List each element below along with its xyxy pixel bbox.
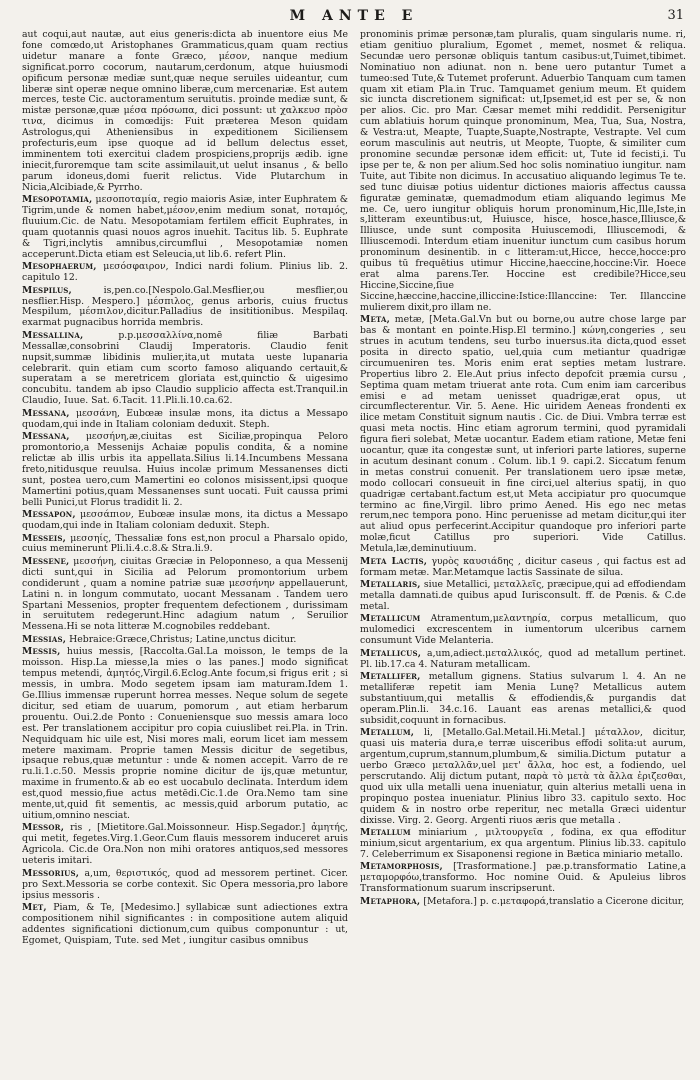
entry-text: aut coqui,aut nautæ, aut eius generis:dicta ab inuentore eius Me fone comœdo,ut Aristophanes Grammaticus,quam quam rectius uidetur manare a fonte Græco, μέσον, nanque medium significat.porro cocorum, nautarum,cerdonum, atque huiusmodi opificum personæ mediæ sunt,quæ neque seruiles uideantur, cum liberæ sint operæ neque omnino liberæ,cum mercenariæ. Est autem merces, teste Cic. auctoramentum seruitutis. proinde mediæ sunt, & mistæ personæ,quæ μέσα πρόσωπα, dici possunt: ut χαλκευσ πρὸσ τινα, dicimus in comœdijs: Fuit præterea Meson quidam Astrologus,qui Atheniensibus in expeditionem Siciliensem profecturis,eum ipse quoque ad id bellum delectus esset, imminentem toti exercitui cladem prospiciens,proprijs ædib. igne iniecit,furoremque tam scite assimilauit,ut uelut insanus , & bello parum idoneus,domi fuerit relictus. Vide Plutarchum in Nicia,Alcibiade,& Pyrrho. — [22, 30, 348, 193]
entry-headword: Messor, — [22, 822, 65, 834]
entry-text: a,um,adiect.μεταλλικός, quod ad metallum pertinet. Pl. lib.17.ca 4. Naturam metallicam. — [360, 647, 686, 670]
dictionary-entry — [22, 869, 348, 902]
entry-headword: Messorius, — [22, 867, 80, 879]
entry-headword: Messapon, — [22, 509, 76, 521]
entry-text: [Trasformatione.] pæ.p.transformatio Latine,a μεταμορφόω,transformo. Hoc nomine Ouid. & Apuleius libros Transformationum suarum inscripserunt. — [360, 861, 686, 895]
entry-text: pronominis primæ personæ,tam pluralis, quam singularis nume. ri, etiam genitiuo pluralium, Egomet , memet, nosmet & reliqua. Secundæ uero personæ obliquis tantum casibus:ut,Tuimet,tibimet. Nominatiuo non adiunat. non n. bene uero putantur Tumet a tumeo:sed Tute,& Tutemet proferunt. Aduerbio Tanquam cum tamen quam xit etiam Pla.in Truc. Tamquamet genium meum. Et quidem sic iuncta discretionem significat: ut,Ipsemet,id est per se, & non per alios. Cic. pro Mar. Cæsar memet mihi reddidit. Persenigitur cum ablatiuis horum quinque pronominum, Mea, Tua, Sua, Nostra, & Vestra:ut, Meapte, Tuapte,Suapte,Nostrapte, Vestrapte. Vel cum eorum masculinis aut neutris, ut Meopte, Tuopte, & similiter cum pronomine secundæ personæ idem efficit: ut, Tute id fecisti,i. Tu ipse per te, & non per alium.Sed hoc solis nominatiuo iungitur. nam Tuite, aut Tibite non dicimus. In accusatiuo aliquando legimus Te te. sed tunc diuisæ potius uidentur dictiones maioris affectus caussa figuratæ geminatæ, quemadmodum etiam aliquando legimus Me me. Ce, uero iungitur obliquis horum pronominum,Hic,Ille,Iste,in s,litteram exeuntibus:ut, Huiusce, hisce, hosce,hasce,Illiusce,& Illiusce, unde sunt composita Huiuscemodi, Illiuscemodi, & Illiuscemodi. Interdum etiam inuenitur iunctum cum casibus horum pronominum desinentib. in c litteram:ut,Hicce, hecce,hocce:pro quibus tū frequētius utimur Hiccine,haeccine,hoccine:Vir. Hoece erat alma parens.Ter. Hoccine est credibile?Hicce,seu Hiccine,Siccine,ſiue Siccine,hæccine,haccine,illiccine:Istice:Illanccine: Ter. Illanccine mulierem dixit,pro illam ne. — [360, 30, 686, 313]
left-column — [22, 30, 348, 1070]
entry-headword: Metallaris, — [360, 579, 421, 591]
entry-text: μεσσήνη,æ,ciuitas est Siciliæ,propinqua Peloro promontorio,a Messenijs Achaiæ populis condita, & a nomine relictæ ab illis urbis ita appellata.Silius li.14.Incumbens Messana freto,nitidusque reuulsa. Huius incolæ primum Messanenses dicti sunt, postea uero,cum Mamertini eo colonos misissent,ipsi quoque Mamertini potius,quam Messanenses sunt uocati. Fuit caussa primi belli Punici,ut Florus tradidit li. 2. — [22, 431, 348, 508]
entry-headword: Meta Lactis, — [360, 555, 428, 567]
entry-text: μεσσηίς, Thessaliæ fons est,non procul a Pharsalo opido, cuius meminerunt Pli.li.4.c.8.& Stra.li.9. — [22, 532, 348, 555]
dictionary-entry — [360, 315, 686, 555]
entry-text: μεσσάνη, Eubœæ insulæ mons, ita dictus a Messapo quodam,qui inde in Italiam coloniam deduxit. Steph. — [22, 407, 348, 430]
dictionary-entry — [360, 649, 686, 671]
entry-headword: Metallifer, — [360, 671, 421, 683]
dictionary-entry — [360, 862, 686, 895]
dictionary-entry — [360, 728, 686, 826]
running-head-title: M ANTE E — [289, 8, 419, 24]
entry-headword: Metaphora, — [360, 895, 421, 907]
dictionary-entry — [360, 672, 686, 727]
entry-text: metæ, [Meta.Gal.Vn but ou borne,ou autre chose large par bas & montant en pointe.Hisp.El termino.] κώνη,congeries , seu strues in acutum tendens, seu turbo inuersus.ita dicta,quod esset posita in directo spatio, uel,quia cum metiantur quadrigæ circumueniren tes. Moris enim erat septies metam lustrare. Propertius libro 2. Ele.Aut prius infecto depofcit præmia cursu , Septima quam metam triuerat ante rota. Cum enim iam carceribus emisi e ad metam uenisset quadrigæ,erat opus, ut circumflecterentur. Vir. 5. Aene. Hic uiridem Aeneas frondenti ex ilice metam Constituit signum nautis . Cic. de Diui. Vmbra terræ est quasi meta noctis. Hinc etiam agrorum termini, quod pyramidali figura fieri solebat, Metæ uocantur. Eadem etiam ratione, Metæ feni uocantur, quæ ita congestæ sunt, ut inferiori parte latiores, superne in acutum desinant conum . Colum. lib.1 9. capi.2. Siccatum fenum in metas construi conuenit. Per translationem uero ipsæ metæ, modo collocari consueuit in fine circi,uel alterius spatij, in quo quadrigæ certabant.factum est,ut Meta accipiatur pro quocumque termino ac fine,Virgil. libro primo Aened. His ego nec metas rerum,nec tempora pono. Hinc peruenisse ad metam dicitur,qui iter aut aliud opus perfecerint.Accipitur quandoque pro inferiori parte molæ,ficut Catillus pro superiori. Vide Catillus. Metula,læ,deminutiuum. — [360, 314, 686, 555]
entry-text: μεσσάπιον, Eubœæ insulæ mons, ita dictus a Messapo quodam,qui inde in Italiam coloniam deduxit. Steph. — [22, 509, 348, 532]
dictionary-entry — [360, 30, 686, 314]
dictionary-entry — [22, 331, 348, 407]
dictionary-entry — [22, 534, 348, 556]
dictionary-entry — [22, 557, 348, 633]
entry-text: miniarium , μιλτουργεῖα , fodina, ex qua effoditur minium,sicut argentarium, ex qua argentum. Plinius lib.33. capitulo 7. Celeberrimum ex Sisaponensi regione in Bætica miniario metallo. — [360, 827, 686, 860]
entry-headword: Messeis, — [22, 532, 67, 544]
dictionary-entry — [22, 635, 348, 646]
entry-headword: Messallina, — [22, 329, 84, 341]
columns — [22, 30, 686, 1070]
entry-text: is,pen.co.[Nespolo.Gal.Mesflier,ou mesflier,ou nesflier.Hisp. Mespero.] μέσπιλος, genus arboris, cuius fructus Mespilum, μέσπιλον,dicitur.Palladius de insititionibus. Mespilaq. exarmat pugnacibus horrida membris. — [22, 284, 348, 329]
dictionary-entry — [360, 614, 686, 647]
entry-headword: Messis, — [22, 646, 61, 658]
dictionary-entry — [360, 897, 686, 908]
entry-headword: Mesophaerum, — [22, 261, 97, 273]
entry-text: li, [Metallo.Gal.Metail.Hi.Metal.] μέταλλον, dicitur, quasi uis materia dura,e terræ uisceribus effodi solita:ut aurum, argentum,cuprum,stannum,plumbum,& similia.Dictum putatur a uerbo Græco μεταλλᾶν,uel μετ' ἄλλα, hoc est, a fodiendo, uel perscrutando. Alij dictum putant, παρὰ τὸ μετὰ τὰ ἄλλα ἐριζεσθαι, quod uix ulla metalli uena inueniatur, quin alterius metalli uena in propinquo postea inueniatur. Plinius libro 33. capitulo sexto. Hoc quidem & in nostro orbe reperitur, nec metalla Græci uidentur dixisse. Virg. 2. Georg. Argenti riuos æris que metalla . — [360, 727, 686, 826]
entry-text: ris , [Mietitore.Gal.Moissonneur. Hisp.Segador.] ἀμητής, qui metit, fegetes.Virg.1.Geor.Cum flauis messorem induceret aruis Agricola. Cic.de Ora.Non non mihi oratores antiquos,sed messores ueteris imitari. — [22, 822, 348, 867]
entry-headword: Mespilus, — [22, 284, 72, 296]
dictionary-entry — [22, 510, 348, 532]
entry-text: p.p.μεσσαλλίνα,nomē filiæ Barbati Messallæ,consobrini Claudij Imperatoris. Claudio fenit nupsit,summæ libidinis mulier,ita,ut mutata ueste lupanaria celebrarit. quin etiam cum scorto famoso aliquando certauit,& superatam a se meretricem gloriata est,quinctio & uigesimo concubitu. tandem ab ipso Claudio supplicio affecta est.Tranquil.in Claudio, Iuue. Sat. 6.Tacit. 11.Pli.li.10.ca.62. — [22, 329, 348, 407]
entry-text: metallum gignens. Statius sulvarum l. 4. An ne metalliferæ repetit iam Menia Lunę? Metallicus autem substantiuum,qui metallis & effodiendis,& purgandis dat operam.Plin.li. 34.c.16. Lauant eas arenas metallici,& quod subsidit,coquunt in fornacibus. — [360, 671, 686, 726]
dictionary-entry — [22, 286, 348, 330]
entry-headword: Met, — [22, 902, 47, 913]
dictionary-entry — [360, 580, 686, 613]
entry-headword: Mesopotamia, — [22, 194, 93, 206]
entry-text: μεσοποταμία, regio maioris Asiæ, inter Euphratem & Tigrim,unde & nomen habet,μέσον,enim medium sonat, ποταμός, fluuium.Cic. de Natu. Mesopotamiam fertilem efficit Euphrates, in quam quotannis quasi nouos agros inuehit. Tacitus lib. 5. Euphrate & Tigri,inclytis amnibus,circumflui , Mesopotamiæ nomen acceperunt.Dicta etiam est Seleucia,ut lib.6. refert Plin. — [22, 194, 348, 260]
entry-text: a,um, θεριστικός, quod ad messorem pertinet. Cicer. pro Sext.Messoria se corbe contexit. Sic Opera messoria,pro labore ipsius messoris . — [22, 867, 348, 901]
entry-text: siue Metallici, μεταλλεῖς, præcipue,qui ad effodiendam metalla damnati.de quibus apud Iurisconsult. ff. de Pœnis. & C.de metal. — [360, 579, 686, 612]
entry-headword: Messene, — [22, 555, 70, 567]
dictionary-entry — [22, 432, 348, 508]
entry-headword: Meta, — [360, 314, 391, 326]
dictionary-entry — [22, 195, 348, 260]
entry-headword: Metallum, — [360, 727, 415, 739]
entry-text: Piam, & Te, [Medesimo.] syllabicæ sunt adiectiones extra compositionem nihil significantes : in compositione autem aliquid addentes significationi dictionum,cum quibus componuntur : ut, Egomet, Quispiam, Tute. sed Met , iungitur casibus omnibus — [22, 902, 348, 946]
entry-text: Hebraice:Græce,Christus; Latine,unctus dicitur. — [69, 633, 297, 645]
dictionary-entry — [22, 903, 348, 947]
dictionary-entry — [22, 647, 348, 822]
dictionary-entry — [360, 557, 686, 579]
entry-text: γυρὸς καυσιάδης , dicitur caseus , qui factus est ad formam metæ. Mar.Metamque lactis Sassinate de silua. — [360, 555, 686, 578]
running-head — [22, 8, 686, 30]
entry-headword: Metallicus, — [360, 647, 422, 659]
dictionary-entry — [22, 823, 348, 867]
page-number: 31 — [667, 8, 684, 23]
entry-text: μεσόσφαιρον, Indici nardi folium. Plinius lib. 2. capitulo 12. — [22, 261, 348, 284]
entry-text: μεσσήνη, ciuitas Græciæ in Peloponneso, a qua Messenij dicti sunt,qui in Sicilia ad Pelorum promontorium urbem condiderunt , quam a nomine patriæ suæ μεσσήνην appellauerunt, Latini n. in longum commutato, uocant Messanam . Tandem uero Spartani Messenios, propter frequentem defectionem , durissimam in seruitutem redegerunt.Hinc adagium natum , Seruilior Messena.Hi se nota litteræ M.cognobiles reddebant. — [22, 555, 348, 633]
entry-headword: Messana, — [22, 431, 70, 443]
entry-headword: Messias, — [22, 633, 67, 645]
dictionary-entry — [22, 262, 348, 284]
entry-text: [Metafora.] p. c.μεταφορά,translatio a Cicerone dicitur, — [423, 895, 685, 907]
entry-headword: Metamorphosis, — [360, 861, 443, 873]
dictionary-entry — [22, 409, 348, 431]
entry-headword: Metallum — [360, 827, 411, 838]
dictionary-entry — [22, 30, 348, 194]
entry-headword: Messana, — [22, 407, 70, 419]
right-column — [360, 30, 686, 1070]
entry-text: huius messis, [Raccolta.Gal.La moisson, le temps de la moisson. Hisp.La miesse,la mies o las panes.] modo significat tempus metendi, ἀμητός,Virgil.6.Eclog.Ante focum,si frigus erit ; si messis, in umbra. Modo segetem ipsam iam maturam.Idem 1. Ge.Illius immensæ ruperunt horrea messes. Neque solum de segete dicitur, sed etiam de uuarum, pomorum , aut etiam herbarum prouentu. Oui.2.de Ponto : Conueniensque suo messis amara loco est. Per translationem accipitur pro copia cuiuslibet rei.Pla. in Trin. Nequidquam hic uile est, Nisi mores mali, eorum licet iam messem metere maximam. Proprie tamen Messis dicitur de segetibus, ipsaque rebus,quæ metuntur : unde & nomen accepit. Varro de re ru.li.1.c.50. Messis proprie nomine dicitur de ijs,quæ metuntur, maxime in frumento.& ab eo est uocabulo declinata. Interdum idem est,quod messio,fiue actus metēdi.Cic.1.de Ora.Nemo tam sine mente,ut,quid fit sementis, ac messis,quid arborum putatio, ac uitium,omnino nesciat. — [22, 646, 348, 821]
dictionary-entry — [360, 828, 686, 861]
entry-text: Atramentum,μελαντηρία, corpus metallicum, quo mulomedici excrescentem in iumentorum ulceribus carnem consumunt Vide Melanteria. — [360, 613, 686, 647]
entry-headword: Metallicum — [360, 613, 421, 625]
